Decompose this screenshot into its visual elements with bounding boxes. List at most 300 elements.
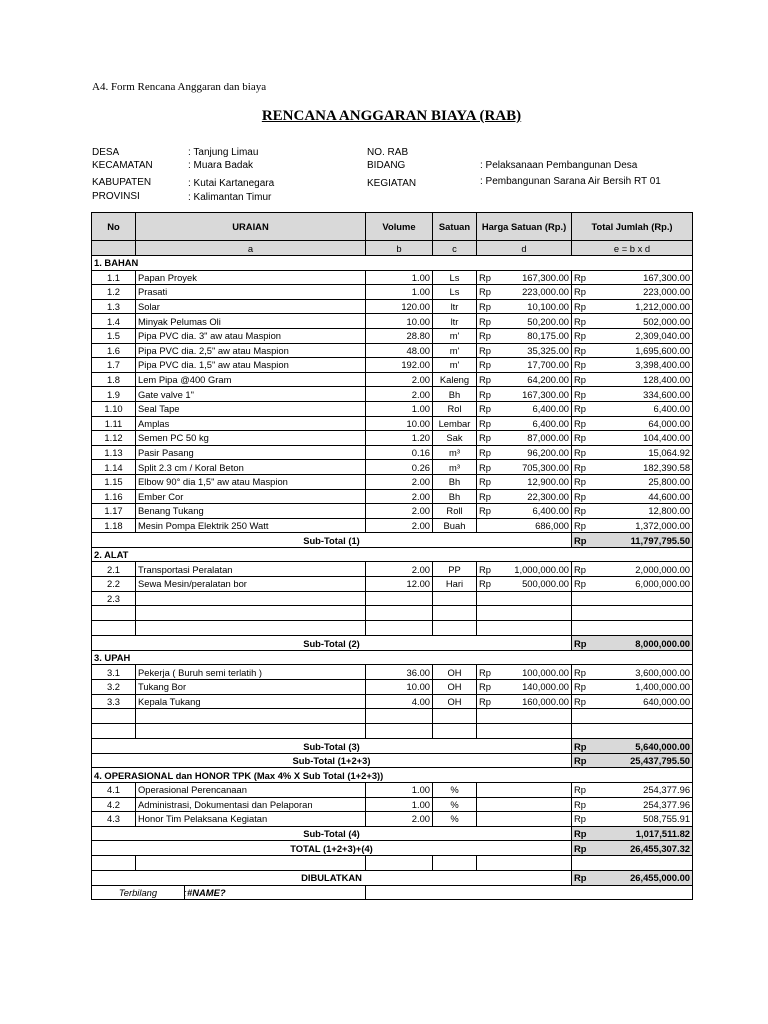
grand-total-label: TOTAL (1+2+3)+(4) [92, 841, 572, 856]
item-uraian: Pasir Pasang [136, 445, 366, 460]
blank-cell [572, 724, 693, 739]
item-harga-currency [477, 783, 493, 798]
table-row-blank [92, 855, 693, 870]
table-row [92, 314, 693, 329]
kabupaten-value: : Kutai Kartanegara [188, 178, 275, 189]
header-no: No [92, 213, 136, 241]
blank-cell [92, 724, 136, 739]
item-uraian: Prasati [136, 285, 366, 300]
header-total-jumlah: Total Jumlah (Rp.) [572, 213, 693, 241]
section-operasional: 4. OPERASIONAL dan HONOR TPK (Max 4% X Sub Total (1+2+3)) [92, 768, 693, 783]
item-no: 1.18 [92, 518, 136, 533]
subtotal-123-value: 25,437,795.50 [588, 753, 693, 768]
item-satuan: % [433, 812, 477, 827]
item-uraian: Pipa PVC dia. 1,5" aw atau Maspion [136, 358, 366, 373]
item-uraian: Benang Tukang [136, 504, 366, 519]
table-row [92, 460, 693, 475]
item-volume: 48.00 [366, 343, 433, 358]
blank-cell [433, 724, 477, 739]
item-total-currency: Rp [572, 445, 588, 460]
item-satuan: m' [433, 358, 477, 373]
table-row [92, 328, 693, 343]
item-harga-currency [477, 797, 493, 812]
item-harga [493, 797, 572, 812]
item-harga: 140,000.00 [493, 680, 572, 695]
item-uraian: Mesin Pompa Elektrik 250 Watt [136, 518, 366, 533]
table-row [92, 680, 693, 695]
item-total-currency: Rp [572, 372, 588, 387]
item-volume: 1.00 [366, 285, 433, 300]
item-satuan: Ls [433, 285, 477, 300]
item-total-currency: Rp [572, 314, 588, 329]
blank-cell [366, 724, 433, 739]
item-harga-currency: Rp [477, 314, 493, 329]
item-total: 44,600.00 [588, 489, 693, 504]
header-volume: Volume [366, 213, 433, 241]
item-satuan: Buah [433, 518, 477, 533]
item-no: 1.9 [92, 387, 136, 402]
table-row [92, 489, 693, 504]
kecamatan-value: : Muara Badak [188, 160, 254, 171]
blank-cell [366, 709, 433, 724]
item-volume: 1.00 [366, 270, 433, 285]
item-satuan: Rol [433, 401, 477, 416]
item-harga-currency [477, 518, 493, 533]
item-harga: 1,000,000.00 [493, 562, 572, 577]
item-uraian: Elbow 90° dia 1,5" aw atau Maspion [136, 474, 366, 489]
item-satuan: OH [433, 665, 477, 680]
blank-cell [136, 606, 366, 621]
subtotal-2 [92, 636, 693, 651]
item-no: 1.17 [92, 504, 136, 519]
terbilang-label: Terbilang [118, 886, 158, 898]
header-letter-d: d [477, 241, 572, 256]
item-no: 4.2 [92, 797, 136, 812]
item-harga-currency: Rp [477, 445, 493, 460]
blank-cell [433, 621, 477, 636]
item-total-currency: Rp [572, 680, 588, 695]
item-total: 3,398,400.00 [588, 358, 693, 373]
item-total-currency: Rp [572, 358, 588, 373]
item-total: 1,212,000.00 [588, 299, 693, 314]
item-volume: 2.00 [366, 518, 433, 533]
blank-cell [366, 621, 433, 636]
grand-total-currency: Rp [572, 841, 588, 856]
item-satuan: Sak [433, 431, 477, 446]
item-total: 128,400.00 [588, 372, 693, 387]
blank-cell [366, 606, 433, 621]
item-total-currency: Rp [572, 299, 588, 314]
item-volume: 192.00 [366, 358, 433, 373]
item-harga: 705,300.00 [493, 460, 572, 475]
kabupaten-label: KABUPATEN [92, 177, 152, 188]
table-row [92, 665, 693, 680]
item-harga-currency: Rp [477, 431, 493, 446]
item-uraian: Operasional Perencanaan [136, 783, 366, 798]
item-total-currency: Rp [572, 387, 588, 402]
item-no: 3.1 [92, 665, 136, 680]
item-total [588, 591, 693, 606]
item-uraian: Split 2.3 cm / Koral Beton [136, 460, 366, 475]
table-row [92, 343, 693, 358]
item-harga-currency: Rp [477, 665, 493, 680]
item-total: 6,400.00 [588, 401, 693, 416]
item-total-currency: Rp [572, 504, 588, 519]
item-uraian: Pipa PVC dia. 3" aw atau Maspion [136, 328, 366, 343]
table-row [92, 474, 693, 489]
kegiatan-value: : Pembangunan Sarana Air Bersih RT 01 [480, 176, 661, 187]
table-row [92, 416, 693, 431]
item-volume: 1.00 [366, 783, 433, 798]
terbilang-value: #NAME? [184, 886, 226, 899]
item-volume: 1.00 [366, 401, 433, 416]
blank-cell [477, 709, 572, 724]
item-total: 1,695,600.00 [588, 343, 693, 358]
subtotal-123 [92, 753, 693, 768]
item-total: 254,377.96 [588, 783, 693, 798]
blank-cell [92, 621, 136, 636]
item-no: 1.5 [92, 328, 136, 343]
item-total: 3,600,000.00 [588, 665, 693, 680]
item-satuan: PP [433, 562, 477, 577]
item-volume: 2.00 [366, 504, 433, 519]
item-satuan: Kaleng [433, 372, 477, 387]
item-no: 4.3 [92, 812, 136, 827]
item-no: 1.11 [92, 416, 136, 431]
dibulatkan-value: 26,455,000.00 [588, 870, 693, 885]
item-harga-currency: Rp [477, 372, 493, 387]
item-harga-currency: Rp [477, 285, 493, 300]
item-uraian: Transportasi Peralatan [136, 562, 366, 577]
table-row [92, 504, 693, 519]
item-harga: 6,400.00 [493, 504, 572, 519]
item-harga-currency: Rp [477, 358, 493, 373]
blank-cell [433, 709, 477, 724]
item-no: 1.2 [92, 285, 136, 300]
subtotal-1-value: 11,797,795.50 [588, 533, 693, 548]
terbilang-row [92, 885, 693, 900]
item-harga-currency: Rp [477, 460, 493, 475]
item-total-currency: Rp [572, 416, 588, 431]
provinsi-label: PROVINSI [92, 191, 140, 202]
item-harga-currency: Rp [477, 562, 493, 577]
item-harga-currency: Rp [477, 416, 493, 431]
subtotal-1 [92, 533, 693, 548]
header-letter-e: e = b x d [572, 241, 693, 256]
section-alat: 2. ALAT [92, 547, 693, 562]
item-total: 254,377.96 [588, 797, 693, 812]
subtotal-2-value: 8,000,000.00 [588, 636, 693, 651]
bidang-label: BIDANG [367, 160, 406, 171]
item-no: 1.1 [92, 270, 136, 285]
table-row [92, 783, 693, 798]
bidang-value: : Pelaksanaan Pembangunan Desa [480, 160, 638, 171]
table-row [92, 518, 693, 533]
item-volume [366, 591, 433, 606]
header-uraian: URAIAN [136, 213, 366, 241]
item-satuan: Hari [433, 577, 477, 592]
no-rab-label: NO. RAB [367, 147, 409, 158]
item-volume: 10.00 [366, 416, 433, 431]
item-harga-currency [477, 812, 493, 827]
item-total: 1,400,000.00 [588, 680, 693, 695]
item-total-currency: Rp [572, 489, 588, 504]
item-volume: 10.00 [366, 314, 433, 329]
item-harga-currency [477, 591, 493, 606]
item-total-currency: Rp [572, 343, 588, 358]
item-harga-currency: Rp [477, 401, 493, 416]
blank-cell [477, 621, 572, 636]
item-satuan: OH [433, 694, 477, 709]
item-satuan: m³ [433, 460, 477, 475]
item-harga-currency: Rp [477, 489, 493, 504]
item-volume: 0.16 [366, 445, 433, 460]
desa-value: : Tanjung Limau [188, 147, 259, 158]
item-harga-currency: Rp [477, 680, 493, 695]
item-volume: 4.00 [366, 694, 433, 709]
item-satuan: m' [433, 343, 477, 358]
blank-cell [136, 621, 366, 636]
table-row [92, 372, 693, 387]
item-total: 508,755.91 [588, 812, 693, 827]
item-volume: 2.00 [366, 489, 433, 504]
item-total-currency: Rp [572, 285, 588, 300]
kecamatan-label: KECAMATAN [92, 160, 153, 171]
item-uraian: Tukang Bor [136, 680, 366, 695]
item-harga-currency: Rp [477, 504, 493, 519]
blank-cell [136, 724, 366, 739]
item-harga: 6,400.00 [493, 416, 572, 431]
item-no: 1.14 [92, 460, 136, 475]
item-harga: 100,000.00 [493, 665, 572, 680]
item-satuan: ltr [433, 299, 477, 314]
form-label: A4. Form Rencana Anggaran dan biaya [92, 81, 267, 93]
header-letter-a: a [136, 241, 366, 256]
item-no: 1.10 [92, 401, 136, 416]
item-no: 1.7 [92, 358, 136, 373]
item-no: 1.12 [92, 431, 136, 446]
item-volume: 28.80 [366, 328, 433, 343]
provinsi-value: : Kalimantan Timur [188, 192, 272, 203]
table-row [92, 577, 693, 592]
item-total: 502,000.00 [588, 314, 693, 329]
item-satuan [433, 591, 477, 606]
item-harga: 223,000.00 [493, 285, 572, 300]
item-no: 2.1 [92, 562, 136, 577]
item-volume: 36.00 [366, 665, 433, 680]
item-harga: 22,300.00 [493, 489, 572, 504]
terbilang-empty [366, 885, 693, 900]
subtotal-1-currency: Rp [572, 533, 588, 548]
subtotal-3-label: Sub-Total (3) [92, 739, 572, 754]
subtotal-1-label: Sub-Total (1) [92, 533, 572, 548]
item-satuan: Bh [433, 489, 477, 504]
item-no: 1.6 [92, 343, 136, 358]
item-total: 167,300.00 [588, 270, 693, 285]
table-row-blank [92, 724, 693, 739]
table-row [92, 299, 693, 314]
item-harga [493, 591, 572, 606]
desa-label: DESA [92, 147, 120, 158]
item-total-currency: Rp [572, 812, 588, 827]
subtotal-4 [92, 826, 693, 841]
table-row [92, 562, 693, 577]
item-uraian: Kepala Tukang [136, 694, 366, 709]
item-harga: 87,000.00 [493, 431, 572, 446]
item-volume: 2.00 [366, 372, 433, 387]
subtotal-3 [92, 739, 693, 754]
blank-cell [366, 855, 433, 870]
blank-cell [136, 855, 366, 870]
item-uraian: Minyak Pelumas Oli [136, 314, 366, 329]
item-total-currency [572, 591, 588, 606]
table-row [92, 387, 693, 402]
blank-cell [572, 606, 693, 621]
item-total-currency: Rp [572, 797, 588, 812]
item-no: 2.3 [92, 591, 136, 606]
item-no: 2.2 [92, 577, 136, 592]
table-row [92, 401, 693, 416]
table-row [92, 694, 693, 709]
item-harga: 80,175.00 [493, 328, 572, 343]
blank-cell [433, 855, 477, 870]
item-harga: 17,700.00 [493, 358, 572, 373]
item-harga: 167,300.00 [493, 387, 572, 402]
dibulatkan-row [92, 870, 693, 885]
item-no: 4.1 [92, 783, 136, 798]
item-harga-currency: Rp [477, 299, 493, 314]
item-harga [493, 812, 572, 827]
item-volume: 10.00 [366, 680, 433, 695]
grand-total [92, 841, 693, 856]
item-total: 223,000.00 [588, 285, 693, 300]
item-uraian: Pekerja ( Buruh semi terlatih ) [136, 665, 366, 680]
blank-cell [477, 855, 572, 870]
item-harga: 160,000.00 [493, 694, 572, 709]
item-total-currency: Rp [572, 401, 588, 416]
item-total-currency: Rp [572, 431, 588, 446]
item-harga: 35,325.00 [493, 343, 572, 358]
item-harga-currency: Rp [477, 577, 493, 592]
blank-cell [92, 709, 136, 724]
item-uraian: Semen PC 50 kg [136, 431, 366, 446]
section-upah: 3. UPAH [92, 650, 693, 665]
item-total: 25,800.00 [588, 474, 693, 489]
grand-total-value: 26,455,307.32 [588, 841, 693, 856]
item-harga: 6,400.00 [493, 401, 572, 416]
item-volume: 12.00 [366, 577, 433, 592]
table-row-blank [92, 621, 693, 636]
item-satuan: Bh [433, 387, 477, 402]
item-satuan: Bh [433, 474, 477, 489]
item-harga-currency: Rp [477, 474, 493, 489]
item-harga: 500,000.00 [493, 577, 572, 592]
item-harga: 167,300.00 [493, 270, 572, 285]
section-bahan: 1. BAHAN [92, 256, 693, 271]
item-no: 1.13 [92, 445, 136, 460]
table-row [92, 285, 693, 300]
item-total: 2,309,040.00 [588, 328, 693, 343]
blank-cell [92, 855, 136, 870]
subtotal-3-currency: Rp [572, 739, 588, 754]
item-uraian: Ember Cor [136, 489, 366, 504]
item-uraian: Honor Tim Pelaksana Kegiatan [136, 812, 366, 827]
item-harga: 686,000 [493, 518, 572, 533]
item-total-currency: Rp [572, 694, 588, 709]
item-total: 12,800.00 [588, 504, 693, 519]
item-no: 1.8 [92, 372, 136, 387]
table-row [92, 591, 693, 606]
table-row-blank [92, 606, 693, 621]
rab-table [91, 212, 693, 900]
page-title: RENCANA ANGGARAN BIAYA (RAB) [261, 108, 522, 124]
dibulatkan-label: DIBULATKAN [92, 870, 572, 885]
item-no: 3.2 [92, 680, 136, 695]
table-row-blank [92, 709, 693, 724]
item-total-currency: Rp [572, 665, 588, 680]
item-total-currency: Rp [572, 328, 588, 343]
item-total: 182,390.58 [588, 460, 693, 475]
item-harga-currency: Rp [477, 270, 493, 285]
terbilang-label-cell: Terbilang : #NAME? [92, 885, 366, 900]
header-letter-blank [92, 241, 136, 256]
item-harga: 12,900.00 [493, 474, 572, 489]
table-row [92, 797, 693, 812]
item-satuan: Ls [433, 270, 477, 285]
kegiatan-label: KEGIATAN [367, 178, 417, 189]
table-row [92, 812, 693, 827]
item-no: 1.16 [92, 489, 136, 504]
dibulatkan-currency: Rp [572, 870, 588, 885]
item-harga-currency: Rp [477, 694, 493, 709]
item-satuan: Roll [433, 504, 477, 519]
subtotal-4-label: Sub-Total (4) [92, 826, 572, 841]
item-total: 2,000,000.00 [588, 562, 693, 577]
item-harga-currency: Rp [477, 387, 493, 402]
header-letter-c: c [433, 241, 477, 256]
subtotal-4-value: 1,017,511.82 [588, 826, 693, 841]
item-uraian: Administrasi, Dokumentasi dan Pelaporan [136, 797, 366, 812]
item-total-currency: Rp [572, 577, 588, 592]
item-no: 3.3 [92, 694, 136, 709]
item-uraian [136, 591, 366, 606]
item-harga: 10,100.00 [493, 299, 572, 314]
item-no: 1.4 [92, 314, 136, 329]
header-letter-b: b [366, 241, 433, 256]
table-row [92, 270, 693, 285]
item-volume: 2.00 [366, 474, 433, 489]
item-volume: 2.00 [366, 387, 433, 402]
item-uraian: Gate valve 1" [136, 387, 366, 402]
item-satuan: % [433, 797, 477, 812]
item-harga: 64,200.00 [493, 372, 572, 387]
item-satuan: m³ [433, 445, 477, 460]
item-total-currency: Rp [572, 518, 588, 533]
item-satuan: ltr [433, 314, 477, 329]
item-total: 64,000.00 [588, 416, 693, 431]
blank-cell [477, 724, 572, 739]
subtotal-2-label: Sub-Total (2) [92, 636, 572, 651]
subtotal-3-value: 5,640,000.00 [588, 739, 693, 754]
blank-cell [433, 606, 477, 621]
item-no: 1.3 [92, 299, 136, 314]
table-row [92, 431, 693, 446]
item-uraian: Sewa Mesin/peralatan bor [136, 577, 366, 592]
item-uraian: Pipa PVC dia. 2,5" aw atau Maspion [136, 343, 366, 358]
item-total: 104,400.00 [588, 431, 693, 446]
item-satuan: % [433, 783, 477, 798]
blank-cell [572, 855, 693, 870]
